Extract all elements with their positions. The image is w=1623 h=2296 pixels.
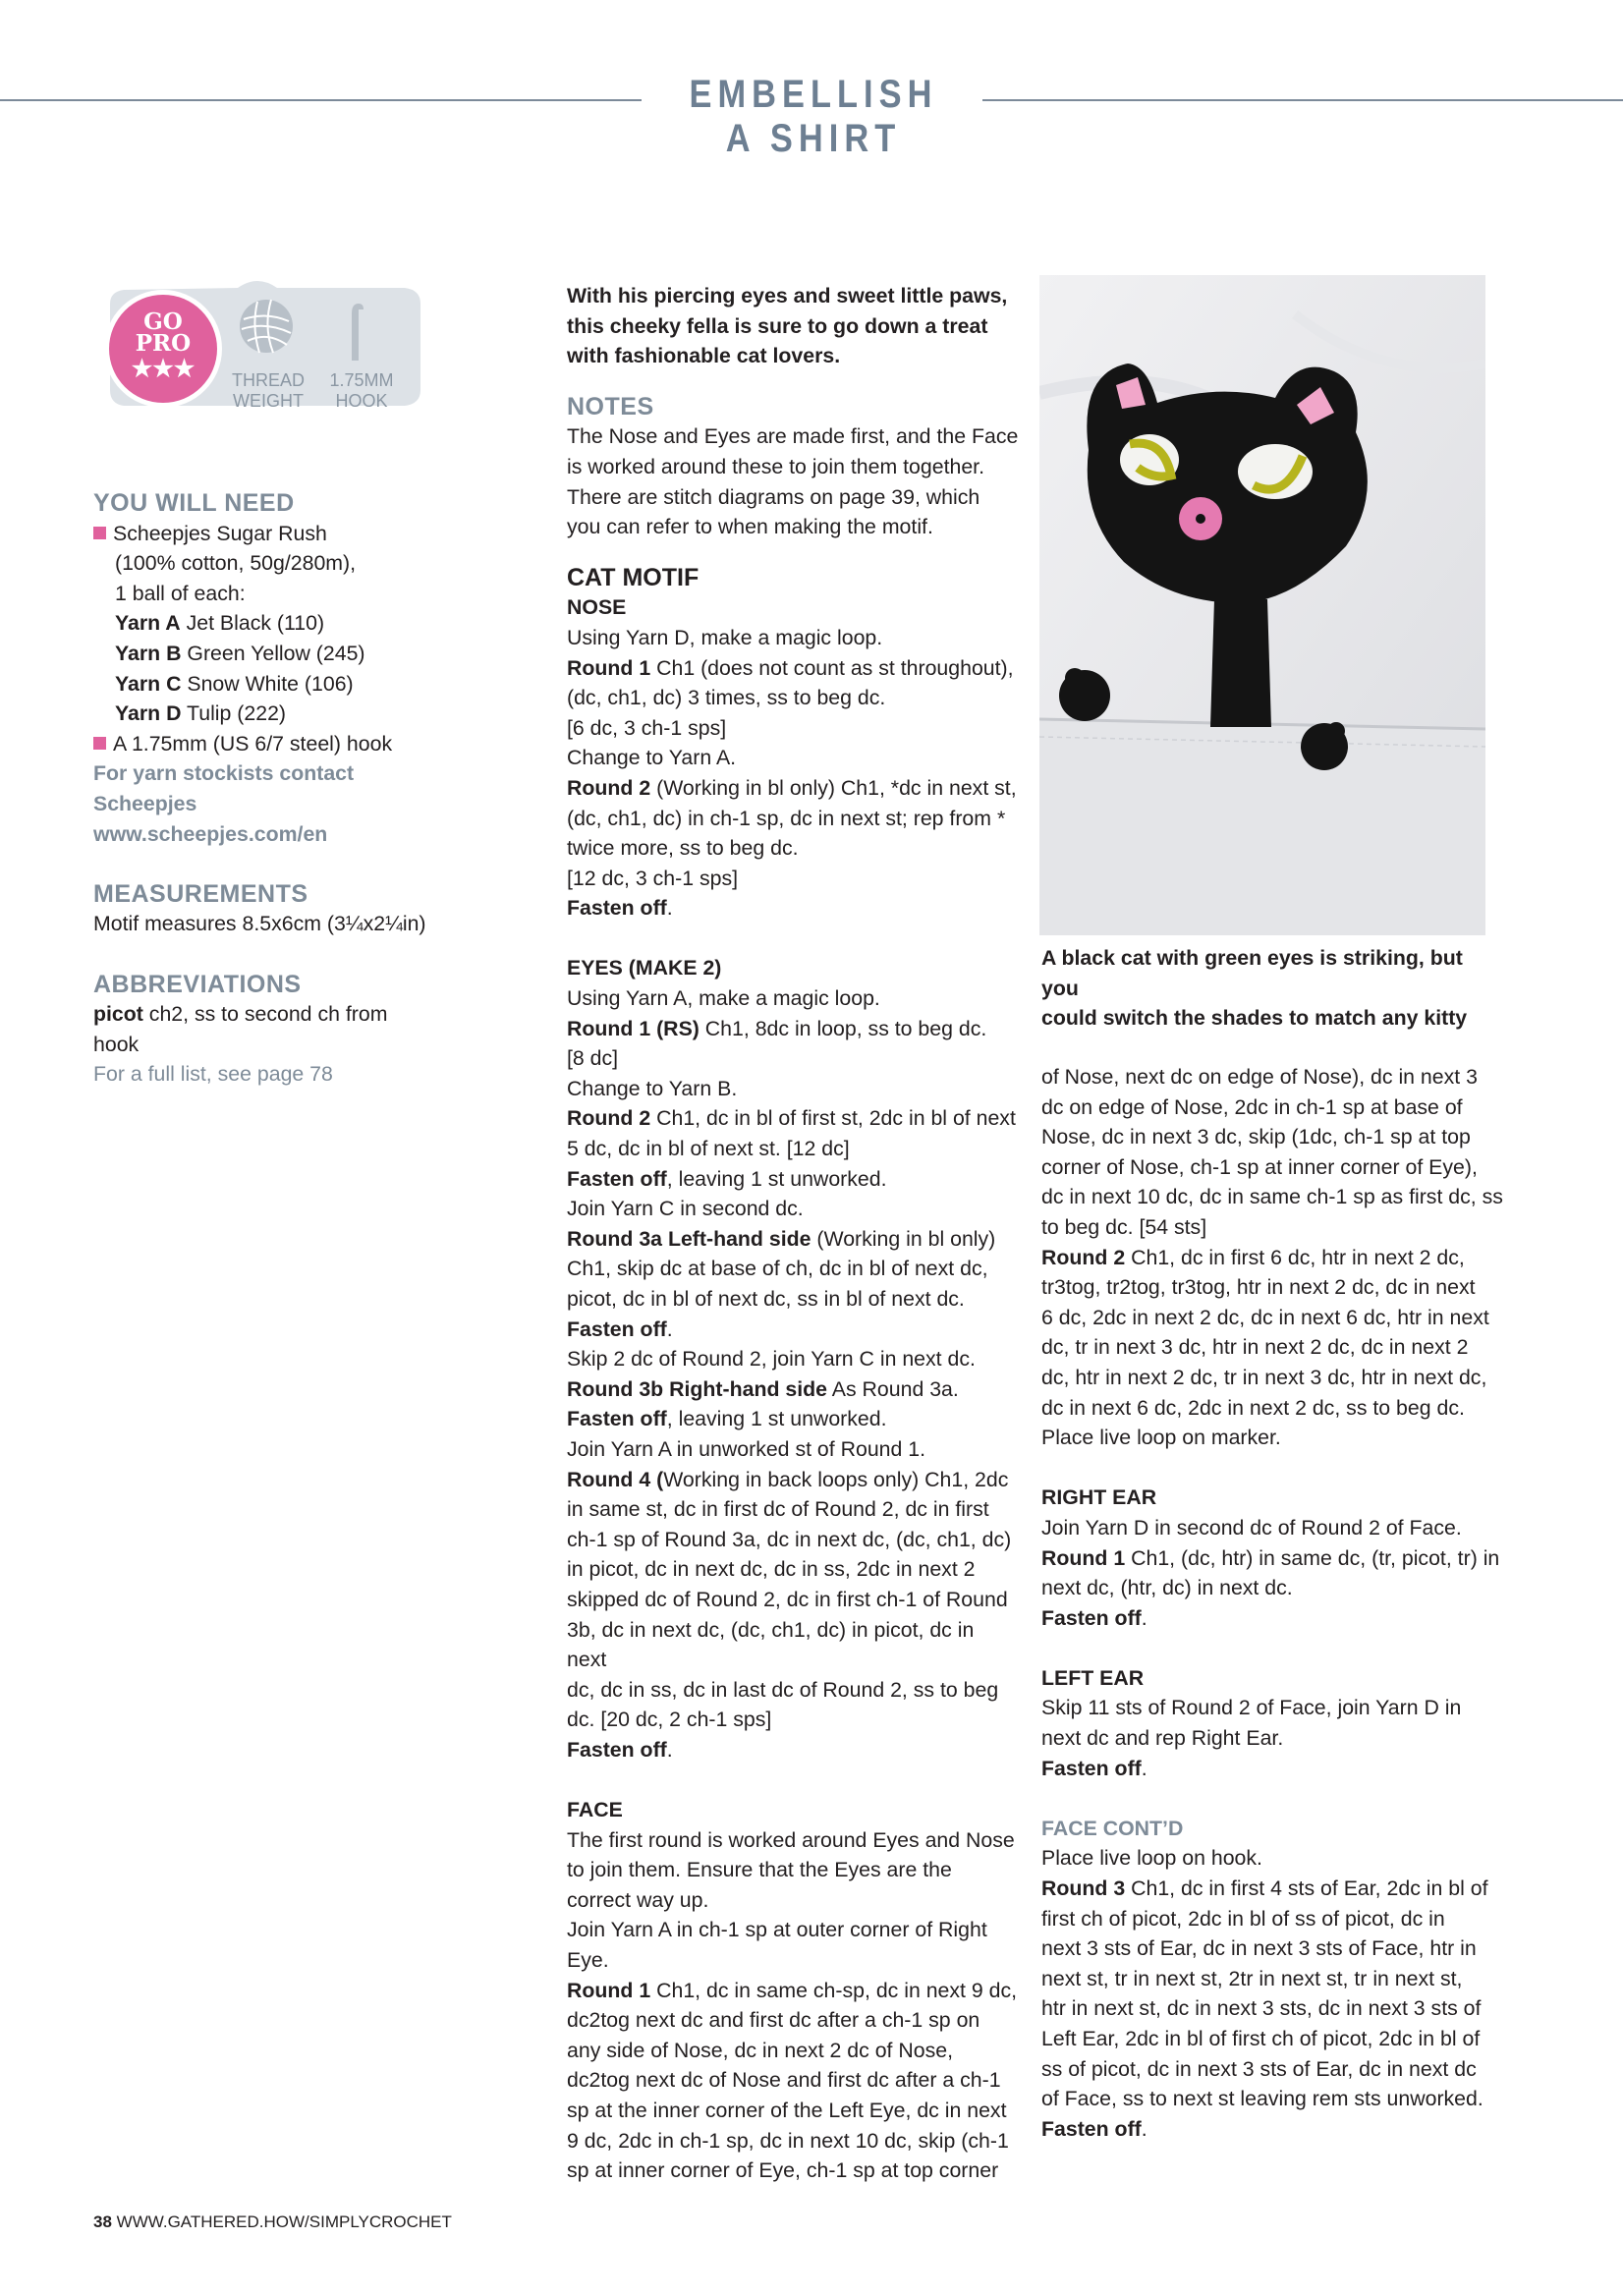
pattern-line: dc. [20 dc, 2 ch-1 sps] (567, 1708, 772, 1732)
pattern-line: Eye. (567, 1948, 609, 1973)
picot-text: ch2, ss to second ch from (142, 1002, 388, 1027)
left-column (93, 488, 427, 1090)
pattern-line: next 3 sts of Ear, dc in next 3 sts of Face, htr in (1041, 1936, 1477, 1961)
round-label: Round 1 (567, 655, 651, 680)
round-text: Ch1, dc in same ch-sp, dc in next 9 dc, (650, 1978, 1018, 2002)
pattern-line: Join Yarn D in second dc of Round 2 of Face. (1041, 1515, 1462, 1540)
yarn-d-text: Tulip (222) (181, 701, 287, 726)
pattern-line (567, 893, 1019, 924)
fasten-off-label: Fasten off (1041, 1756, 1142, 1780)
pattern-line (567, 773, 1019, 804)
pattern-line: 9 dc, 2dc in ch-1 sp, dc in next 10 dc, skip (ch-1 (567, 2128, 1009, 2153)
yarn-b-text: Green Yellow (245) (181, 641, 365, 665)
fasten-off-text: , leaving 1 st unworked. (666, 1166, 887, 1191)
thread-label-line1: THREAD (231, 370, 305, 390)
pattern-line: dc in next 6 dc, 2dc in next 2 dc, ss to beg dc. (1041, 1395, 1465, 1420)
pattern-line: first ch of picot, 2dc in bl of ss of picot, dc in (1041, 1906, 1445, 1931)
skill-badge (90, 274, 426, 427)
pattern-line: Left Ear, 2dc in bl of first ch of picot, 2dc in bl of (1041, 2027, 1481, 2050)
fasten-off-text: . (666, 896, 673, 921)
pattern-line: Join Yarn A in unworked st of Round 1. (567, 1436, 926, 1461)
hook-text: A 1.75mm (US 6/7 steel) hook (113, 731, 393, 756)
page-number: 38 (93, 2212, 112, 2231)
fasten-off-text: . (1141, 2116, 1147, 2141)
header-rule-right (982, 99, 1623, 101)
round-text: Ch1, dc in first 6 dc, htr in next 2 dc, (1125, 1245, 1465, 1269)
pattern-line: ch-1 sp of Round 3a, dc in next dc, (dc, ch1, dc) (567, 1527, 1012, 1551)
pattern-line: of Face, ss to next st leaving rem sts unworked. (1041, 2087, 1483, 2111)
pattern-line: Using Yarn D, make a magic loop. (567, 625, 883, 649)
picot-text-cont: hook (93, 1032, 140, 1056)
yarn-d-label: Yarn D (115, 701, 182, 726)
stockists-line1: For yarn stockists contact (93, 761, 355, 786)
pattern-line: The first round is worked around Eyes and Nose (567, 1827, 1015, 1852)
pattern-line (567, 1014, 1019, 1044)
nose-heading: NOSE (567, 595, 627, 620)
abbreviations-heading: ABBREVIATIONS (93, 970, 302, 998)
pattern-line: sp at the inner corner of the Left Eye, dc in next (567, 2099, 1007, 2123)
face-heading: FACE (567, 1798, 623, 1822)
round-label: Round 1 (567, 1978, 651, 2002)
fasten-off-label: Fasten off (567, 896, 667, 921)
footer-url[interactable]: WWW.GATHERED.HOW/SIMPLYCROCHET (111, 2212, 452, 2231)
yarn-spec: (100% cotton, 50g/280m), (115, 551, 357, 576)
round-text: Ch1, dc in first 4 sts of Ear, 2dc in bl of (1125, 1876, 1488, 1901)
fasten-off-text: . (1141, 1605, 1147, 1630)
pattern-line: twice more, ss to beg dc. (567, 836, 799, 861)
pattern-line: htr in next st, dc in next 3 sts, dc in next 3 sts of (1041, 1996, 1482, 2021)
pattern-line: dc, dc in ss, dc in last dc of Round 2, ss to beg (567, 1677, 999, 1702)
pattern-line: picot, dc in bl of next dc, ss in bl of next dc. (567, 1287, 965, 1311)
intro-line: With his piercing eyes and sweet little paws, (567, 284, 1008, 308)
round-text: Ch1 (does not count as st throughout), (650, 655, 1014, 680)
fasten-off-label: Fasten off (567, 1737, 667, 1762)
fasten-off-label: Fasten off (567, 1316, 667, 1341)
pattern-line: dc, tr in next 3 dc, htr in next 2 dc, dc in next 2 (1041, 1335, 1469, 1360)
section-title: EMBELLISH A SHIRT (689, 73, 938, 160)
picot-term: picot (93, 1002, 143, 1027)
badge-stars-icon: ★★★ (131, 354, 196, 382)
round-label: Round 2 (567, 775, 651, 800)
intro-line: this cheeky fella is sure to go down a treat (567, 313, 988, 338)
pattern-line: to beg dc. [54 sts] (1041, 1214, 1207, 1239)
pattern-line: dc2tog next dc of Nose and first dc after a ch-1 (567, 2068, 1001, 2093)
round-label: Round 1 (1041, 1545, 1126, 1570)
notes-text: There are stitch diagrams on page 39, which (567, 484, 980, 509)
yarn-c-label: Yarn C (115, 671, 182, 696)
yarn-b (93, 639, 427, 669)
pattern-line: to join them. Ensure that the Eyes are the (567, 1858, 952, 1882)
round-text: Working in back loops only) Ch1, 2dc (663, 1467, 1009, 1491)
pattern-line: 5 dc, dc in bl of next st. [12 dc] (567, 1137, 850, 1161)
yarn-a (93, 608, 427, 639)
round-label: Round 4 ( (567, 1467, 664, 1491)
pattern-line (567, 1404, 1019, 1434)
yarn-b-label: Yarn B (115, 641, 182, 665)
picot-definition (93, 999, 427, 1030)
notes-text: The Nose and Eyes are made first, and the Face (567, 424, 1019, 449)
yarn-a-label: Yarn A (115, 611, 181, 636)
pattern-line: Place live loop on marker. (1041, 1426, 1281, 1450)
pattern-line: Place live loop on hook. (1041, 1846, 1262, 1871)
pattern-line (567, 1735, 1019, 1765)
yarn-ball-icon (238, 298, 295, 355)
pattern-line (567, 1465, 1019, 1495)
round-text: (Working in bl only) (811, 1226, 996, 1251)
pattern-line: Skip 11 sts of Round 2 of Face, join Yarn D in (1041, 1696, 1462, 1720)
pattern-line: next dc and rep Right Ear. (1041, 1726, 1284, 1751)
pattern-line: in same st, dc in first dc of Round 2, dc in first (567, 1497, 989, 1522)
pattern-line: any side of Nose, dc in next 2 dc of Nose, (567, 2038, 954, 2062)
round-label: Round 3 (1041, 1876, 1126, 1901)
round-label: Round 3b Right-hand side (567, 1376, 828, 1401)
pattern-line (1041, 1243, 1513, 1273)
crochet-hook-icon (344, 302, 369, 363)
pattern-line: corner of Nose, ch-1 sp at inner corner of Eye), (1041, 1154, 1478, 1179)
full-list-note: For a full list, see page 78 (93, 1062, 333, 1087)
round-text: (Working in bl only) Ch1, *dc in next st, (650, 775, 1017, 800)
yarn-c-text: Snow White (106) (181, 671, 354, 696)
you-will-need-heading: YOU WILL NEED (93, 489, 295, 517)
badge-level-bottom: PRO (135, 330, 192, 357)
pattern-line: tr3tog, tr2tog, tr3tog, htr in next 2 dc, dc in next (1041, 1275, 1476, 1300)
fasten-off-label: Fasten off (1041, 1605, 1142, 1630)
fasten-off-text: , leaving 1 st unworked. (666, 1407, 887, 1431)
pattern-line: skipped dc of Round 2, dc in first ch-1 of Round (567, 1587, 1008, 1611)
pattern-line (1041, 2114, 1513, 2145)
pattern-line (1041, 1754, 1513, 1784)
yarn-item (93, 519, 427, 549)
hook-item (93, 729, 427, 759)
measurements-heading: MEASUREMENTS (93, 879, 308, 908)
yarn-a-text: Jet Black (110) (180, 611, 325, 636)
yarn-qty: 1 ball of each: (115, 581, 246, 605)
face-contd-heading: FACE CONT’D (1041, 1816, 1184, 1840)
pattern-line: of Nose, next dc on edge of Nose), dc in next 3 (1041, 1065, 1478, 1089)
pattern-line (1041, 1874, 1513, 1904)
notes-text: is worked around these to join them together. (567, 454, 985, 478)
pattern-line (1041, 1543, 1513, 1574)
thread-label-line2: WEIGHT (233, 391, 304, 411)
yarn-d (93, 699, 427, 729)
right-ear-heading: RIGHT EAR (1041, 1485, 1157, 1510)
yarn-name: Scheepjes Sugar Rush (113, 521, 327, 545)
pattern-line: (dc, ch1, dc) 3 times, ss to beg dc. (567, 686, 886, 710)
measurements-text: Motif measures 8.5x6cm (3¼x2¼in) (93, 912, 426, 936)
bullet-icon (93, 527, 106, 539)
round-text: As Round 3a. (827, 1376, 959, 1401)
caption-line: could switch the shades to match any kitty (1041, 1006, 1468, 1031)
pattern-line: Nose, dc in next 3 dc, skip (1dc, ch-1 sp at top (1041, 1125, 1471, 1149)
notes-heading: NOTES (567, 392, 654, 420)
go-pro-label (124, 308, 202, 382)
round-text: Ch1, 8dc in loop, ss to beg dc. (699, 1016, 987, 1040)
pattern-line: Join Yarn A in ch-1 sp at outer corner of Right (567, 1918, 987, 1942)
round-label: Round 1 (RS) (567, 1016, 700, 1040)
left-ear-heading: LEFT EAR (1041, 1665, 1145, 1690)
cat-motif-heading: CAT MOTIF (567, 563, 700, 591)
fasten-off-text: . (666, 1316, 673, 1341)
pattern-line: dc on edge of Nose, 2dc in ch-1 sp at base of (1041, 1094, 1463, 1119)
pattern-line: [12 dc, 3 ch-1 sps] (567, 866, 739, 890)
round-label: Round 3a Left-hand side (567, 1226, 812, 1251)
notes-text: you can refer to when making the motif. (567, 515, 933, 539)
pattern-line: dc, htr in next 2 dc, tr in next 3 dc, htr in next dc, (1041, 1365, 1487, 1389)
pattern-line: correct way up. (567, 1887, 709, 1912)
round-text: Ch1, (dc, htr) in same dc, (tr, picot, tr) in (1125, 1545, 1500, 1570)
pattern-line: (dc, ch1, dc) in ch-1 sp, dc in next st; rep from * (567, 806, 1006, 830)
fasten-off-label: Fasten off (567, 1407, 667, 1431)
fasten-off-text: . (1141, 1756, 1147, 1780)
pattern-line: in picot, dc in next dc, dc in ss, 2dc in next 2 (567, 1557, 976, 1582)
hook-size-label (322, 370, 401, 412)
fasten-off-label: Fasten off (1041, 2116, 1142, 2141)
pattern-line: sp at inner corner of Eye, ch-1 sp at top corner (567, 2158, 999, 2183)
hook-label-line2: HOOK (335, 391, 388, 411)
pattern-line: [6 dc, 3 ch-1 sps] (567, 715, 727, 740)
thread-weight-label (223, 370, 313, 412)
pattern-line: 3b, dc in next dc, (dc, ch1, dc) in picot, dc in next (567, 1617, 975, 1672)
pattern-line: ss of picot, dc in next 3 sts of Ear, dc in next dc (1041, 2056, 1477, 2081)
pattern-line: dc in next 10 dc, dc in same ch-1 sp as first dc, ss (1041, 1185, 1503, 1209)
cat-motif-photo (1039, 275, 1485, 935)
right-column (1041, 1062, 1513, 2144)
pattern-line: Ch1, skip dc at base of ch, dc in bl of next dc, (567, 1257, 988, 1281)
round-label: Round 2 (1041, 1245, 1126, 1269)
fasten-off-text: . (666, 1737, 673, 1762)
pattern-line (567, 1374, 1019, 1405)
pattern-line: dc2tog next dc and first dc after a ch-1 sp on (567, 2008, 980, 2033)
pattern-line (567, 1164, 1019, 1195)
eyes-heading: EYES (MAKE 2) (567, 956, 722, 980)
pattern-line: Change to Yarn A. (567, 746, 737, 770)
pattern-line: Using Yarn A, make a magic loop. (567, 986, 880, 1011)
pattern-line: 6 dc, 2dc in next 2 dc, dc in next 6 dc, htr in next (1041, 1305, 1489, 1329)
pattern-line: Join Yarn C in second dc. (567, 1197, 804, 1221)
pattern-line (567, 1315, 1019, 1345)
stockists-url[interactable]: www.scheepjes.com/en (93, 821, 328, 846)
pattern-line: [8 dc] (567, 1046, 619, 1071)
hook-label-line1: 1.75MM (329, 370, 394, 390)
page-footer (93, 2212, 452, 2232)
yarn-c (93, 669, 427, 700)
pattern-line: Change to Yarn B. (567, 1076, 738, 1100)
middle-column (567, 281, 1019, 2186)
stockists-line2: Scheepjes (93, 791, 197, 815)
intro-line: with fashionable cat lovers. (567, 344, 841, 368)
round-label: Round 2 (567, 1106, 651, 1131)
bullet-icon (93, 737, 106, 750)
pattern-line (567, 1224, 1019, 1255)
cat-photo-illustration (1039, 275, 1485, 935)
pattern-line (567, 653, 1019, 684)
fasten-off-label: Fasten off (567, 1166, 667, 1191)
caption-line: A black cat with green eyes is striking, but you (1041, 946, 1463, 1000)
round-text: Ch1, dc in bl of first st, 2dc in bl of next (650, 1106, 1016, 1131)
pattern-line: next st, tr in next st, 2tr in next st, tr in next st, (1041, 1966, 1463, 1990)
pattern-line: Skip 2 dc of Round 2, join Yarn C in next dc. (567, 1347, 976, 1372)
badge-level-top: GO (143, 308, 183, 335)
pattern-line (567, 1103, 1019, 1134)
pattern-line: next dc, (htr, dc) in next dc. (1041, 1576, 1293, 1600)
pattern-line (567, 1976, 1019, 2006)
photo-caption (1041, 943, 1503, 1034)
header-rule-left (0, 99, 642, 101)
pattern-line (1041, 1603, 1513, 1634)
